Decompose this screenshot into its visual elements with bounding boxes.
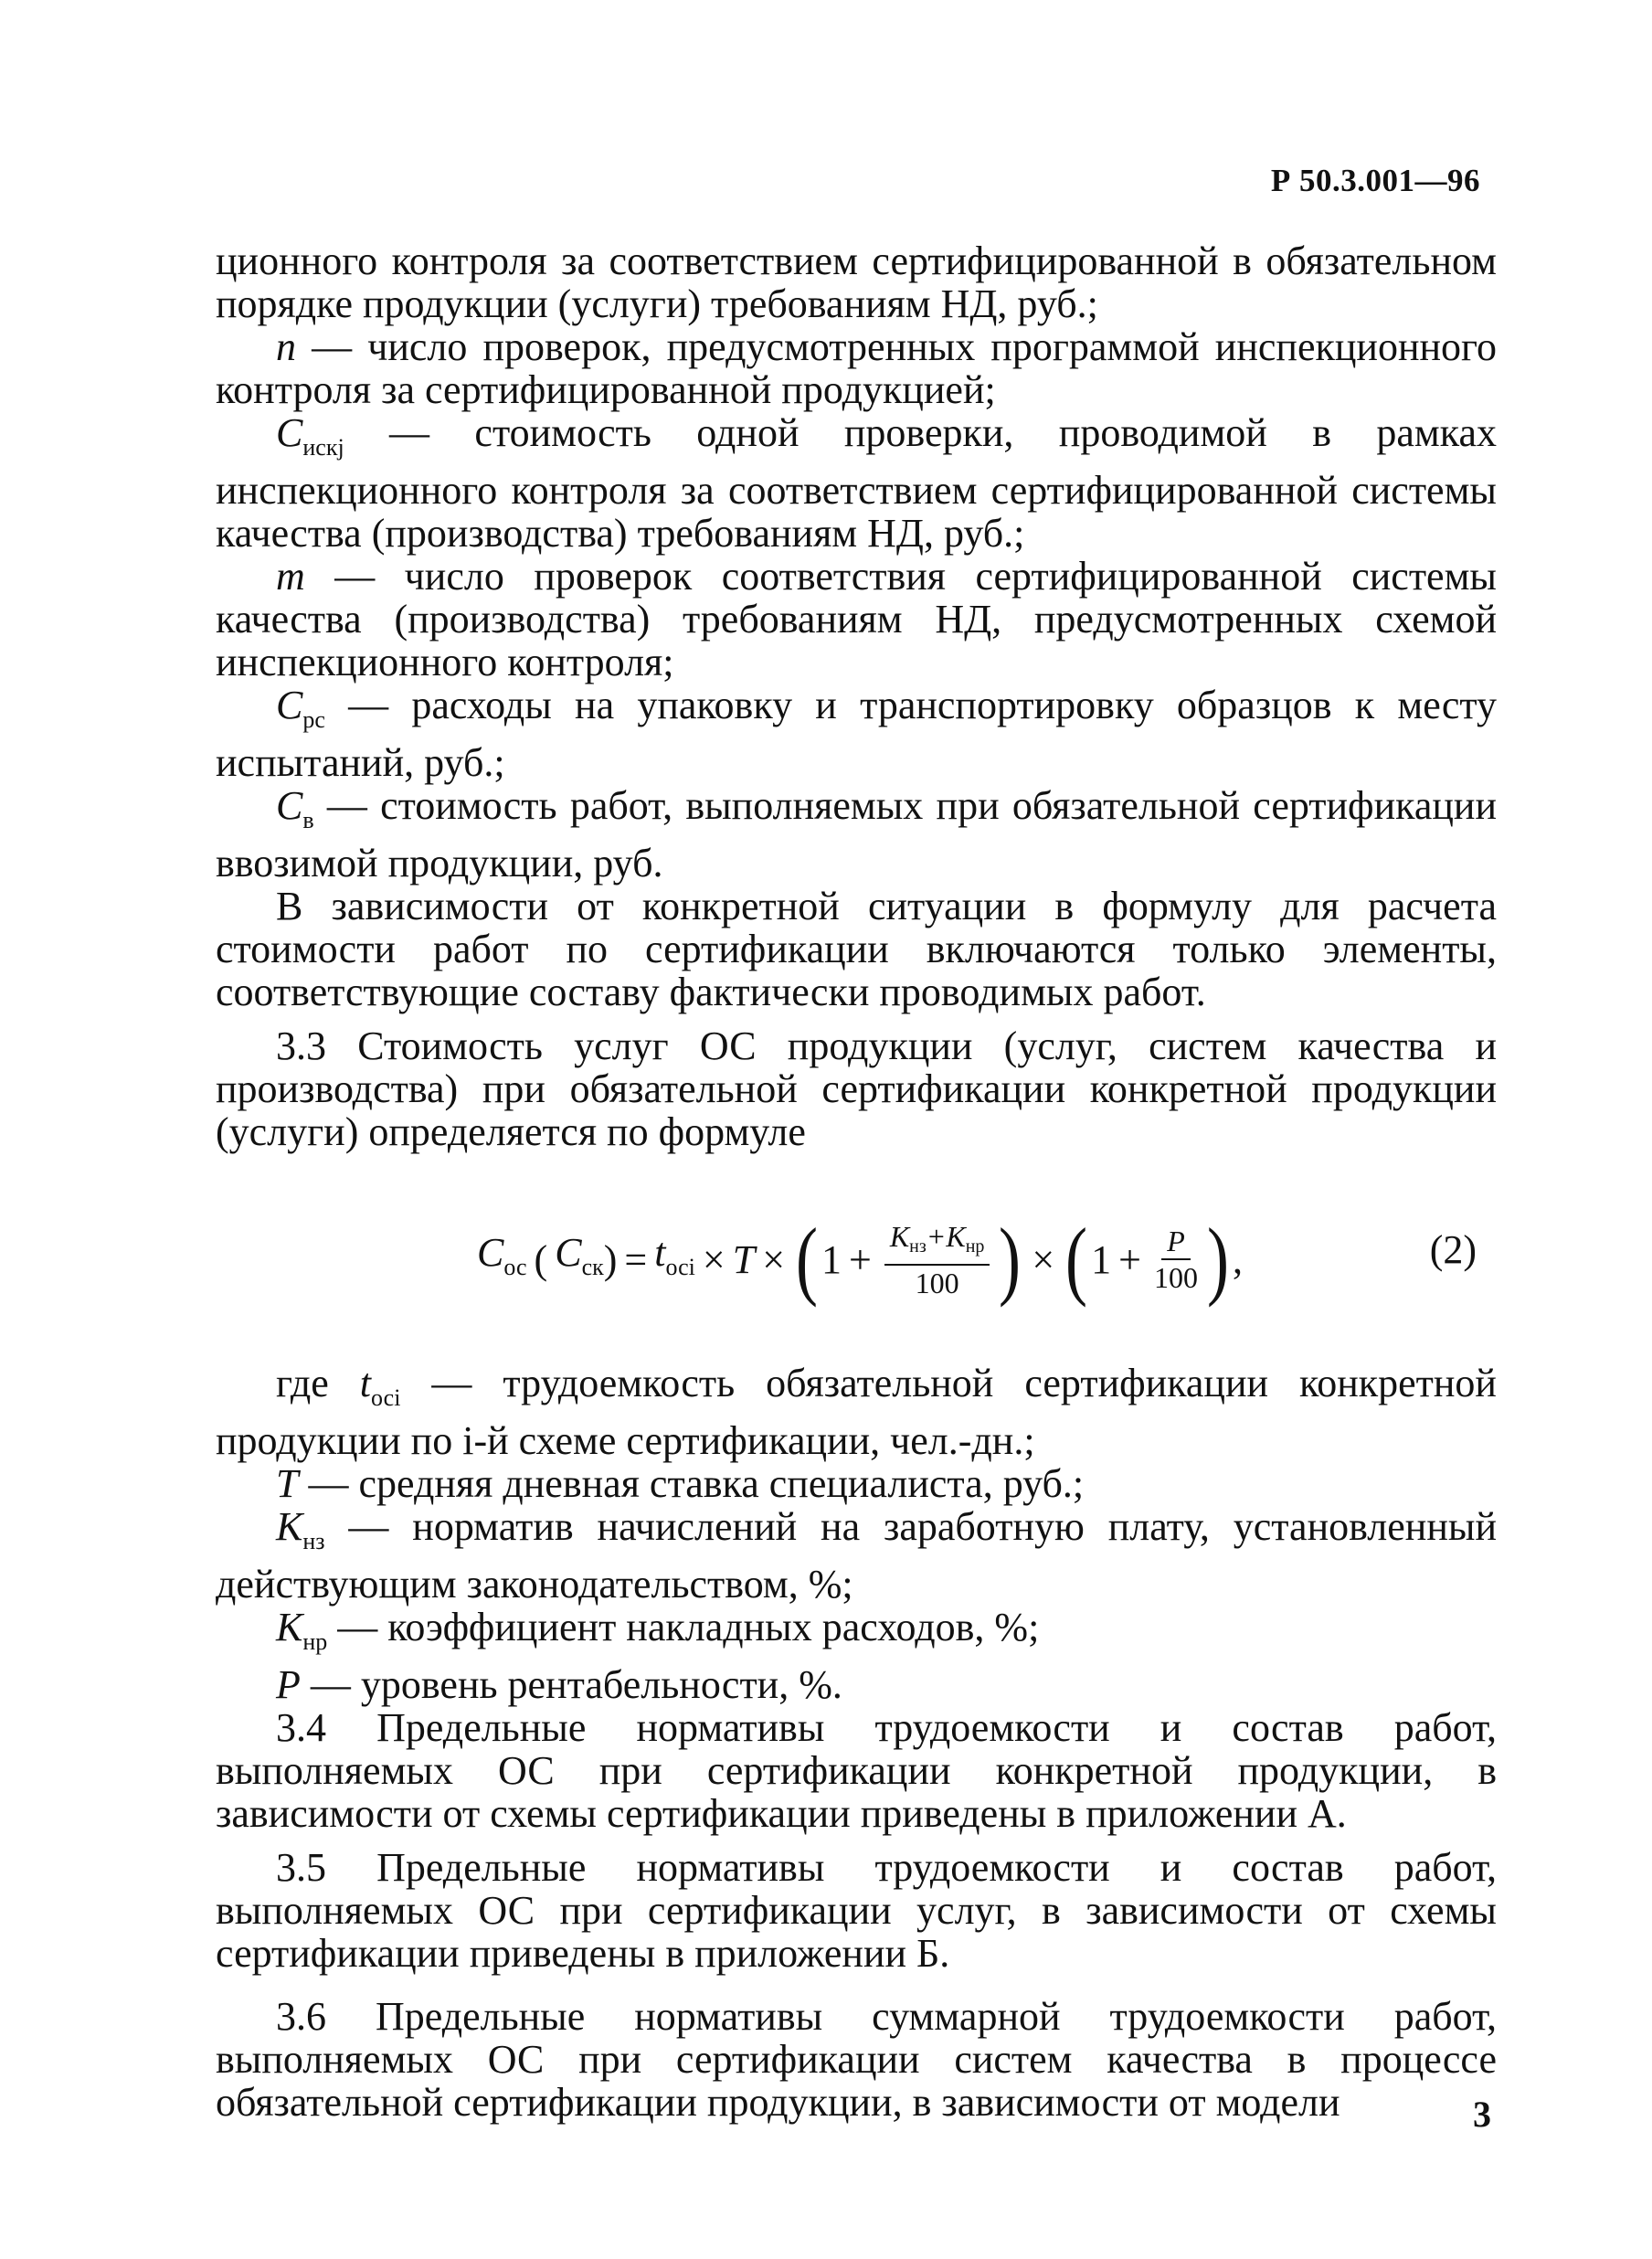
formula-t: $t_{осi}$ [654, 1229, 695, 1280]
definition-symbol: С [276, 783, 303, 828]
formula-one-2: 1 [1091, 1236, 1112, 1282]
definition-text: — число проверок соответствия сертифицированной системы качества (производства) требованиям НД, предусмотренных схемой инспекционного контроля; [216, 554, 1497, 684]
definition-symbol: K [276, 1504, 303, 1549]
definitions-list-2 [216, 1362, 1497, 1706]
definition-subscript: осi [371, 1384, 401, 1411]
definition-symbol: P [276, 1662, 301, 1707]
definition-symbol: n [276, 324, 296, 369]
definition-text: — трудоемкость обязательной сертификации конкретной продукции по i-й схеме сертификации, чел.-дн.; [216, 1361, 1497, 1463]
formula-one-1: 1 [821, 1236, 842, 1282]
definition-symbol: K [276, 1605, 303, 1649]
definitions-list-1 [216, 325, 1497, 885]
document-body [216, 239, 1497, 2124]
formula-number: (2) [1429, 1227, 1477, 1272]
where-word: где [276, 1361, 360, 1405]
definition-text: — уровень рентабельности, %. [300, 1662, 842, 1707]
formula-lhs: $С_{ос}$ [477, 1229, 527, 1280]
document-code-header: Р 50.3.001—96 [1270, 163, 1480, 198]
paragraph-3-3: 3.3 Стоимость услуг ОС продукции (услуг, систем качества и производства) при обязательной сертификации конкретной продукции (услуги) определяется по формуле [216, 1023, 1497, 1154]
formula-T: T [732, 1236, 756, 1282]
formula-lhs-alt: $С_{ск}$ [555, 1229, 604, 1280]
definition-text: — число проверок, предусмотренных программой инспекционного контроля за сертифицированной продукцией; [216, 324, 1497, 412]
definition-item [216, 411, 1497, 555]
definition-symbol: t [359, 1361, 371, 1405]
definition-text: — стоимость работ, выполняемых при обязательной сертификации ввозимой продукции, руб. [216, 783, 1497, 886]
definition-text: — норматив начислений на заработную плату, установленный действующим законодательством, %; [216, 1504, 1497, 1607]
definition-item [216, 325, 1497, 411]
paragraph-3-4: 3.4 Предельные нормативы трудоемкости и состав работ, выполняемых ОС при сертификации конкретной продукции, в зависимости от схемы сертификации приведены в приложении А. [216, 1705, 1497, 1836]
definition-subscript: рс [302, 706, 325, 733]
definition-subscript: нр [302, 1628, 328, 1655]
definition-symbol: T [276, 1461, 299, 1506]
definition-subscript: искj [302, 434, 344, 461]
formula-2 [216, 1181, 1497, 1338]
formula-fraction-p: $\frac{P}{100}$ [1154, 1225, 1198, 1294]
definition-symbol: С [276, 410, 303, 455]
definition-symbol: С [276, 683, 303, 727]
paragraph-3-5: 3.5 Предельные нормативы трудоемкости и состав работ, выполняемых ОС при сертификации услуг, в зависимости от схемы сертификации приведены в приложении Б. [216, 1845, 1497, 1976]
definition-item [216, 1606, 1497, 1663]
definition-symbol: m [276, 554, 305, 599]
paragraph-3-6: 3.6 Предельные нормативы суммарной трудоемкости работ, выполняемых ОС при сертификации систем качества в процессе обязательной сертификации продукции, в зависимости от модели [216, 1994, 1497, 2125]
definition-item [216, 1362, 1497, 1462]
definition-text: — средняя дневная ставка специалиста, руб.; [298, 1461, 1085, 1506]
definition-item [216, 1505, 1497, 1606]
definition-subscript: нз [302, 1528, 325, 1554]
paragraph-continuation: ционного контроля за соответствием сертифицированной в обязательном порядке продукции (услуги) требованиям НД, руб.; [216, 239, 1497, 326]
page-number: 3 [1473, 2094, 1491, 2135]
definition-subscript: в [302, 807, 314, 833]
paragraph-dependence: В зависимости от конкретной ситуации в формулу для расчета стоимости работ по сертификации включаются только элементы, соответствующие составу фактически проводимых работ. [216, 884, 1497, 1014]
definition-item [216, 684, 1497, 784]
definition-item [216, 1462, 1497, 1505]
definition-item [216, 555, 1497, 684]
definition-text: — стоимость одной проверки, проводимой в рамках инспекционного контроля за соответствием сертифицированной системы качества (производства) требованиям НД, руб.; [216, 410, 1497, 556]
formula-fraction-k: $\frac{K_{нз}+K_{нр}}{100}$ [884, 1221, 990, 1299]
definition-item [216, 784, 1497, 885]
formula-expression: $С_{ос}$ ( $С_{ск}$ ) = $t_{осi}$ × T × ( 1 + $\frac{K_{нз}+K_{нр}}{100}$ ) × ( 1 + $\frac{P}{100}$ ) , [477, 1210, 1243, 1308]
definition-text: — расходы на упаковку и транспортировку образцов к месту испытаний, руб.; [216, 683, 1497, 785]
definition-text: — коэффициент накладных расходов, %; [327, 1605, 1040, 1649]
definition-item [216, 1663, 1497, 1706]
